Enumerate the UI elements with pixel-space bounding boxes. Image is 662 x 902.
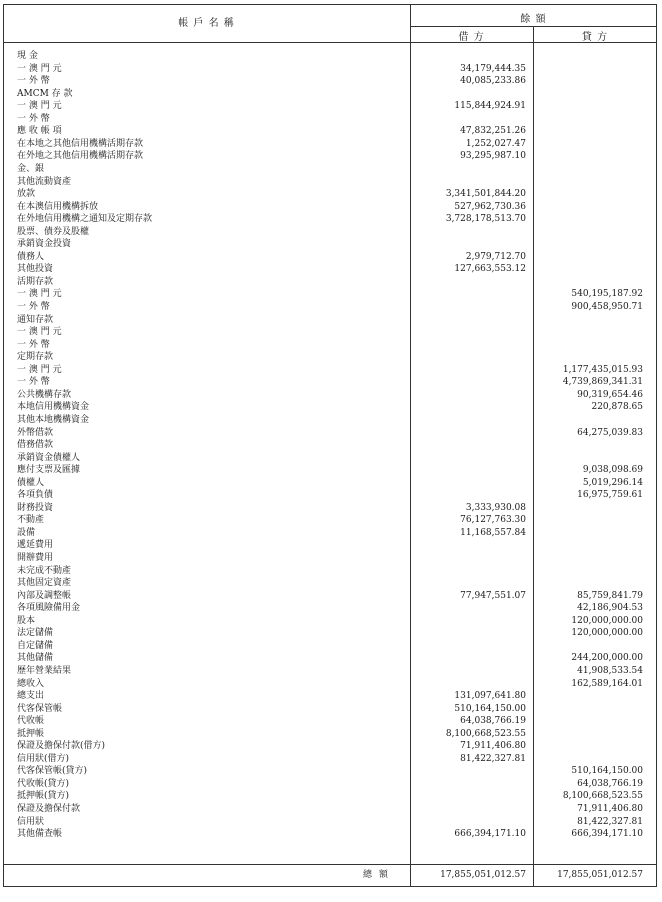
credit-amount: 1,177,435,015.93 [562,364,643,375]
debit-amount: 3,333,930.08 [465,502,526,513]
table-row [3,715,657,728]
account-name: 信用狀 [17,816,45,827]
account-name: 一 外 幣 [17,377,50,388]
table-row [3,753,657,766]
table-row [3,665,657,678]
account-name: 外幣借款 [17,427,54,438]
account-name-header: 帳 戶 名 稱 [178,18,235,29]
table-row [3,765,657,778]
table-row [3,63,657,76]
account-name: 其他固定資產 [17,578,72,589]
credit-amount: 5,019,296.14 [582,477,643,488]
table-row [3,238,657,251]
account-name: 一 澳 門 元 [17,63,62,74]
table-row [3,615,657,628]
account-name: 承銷資金債權人 [17,452,81,463]
total-credit: 17,855,051,012.57 [557,870,643,880]
table-row [3,514,657,527]
account-name: 一 外 幣 [17,302,50,312]
account-name: 股本 [17,615,36,626]
table-row [3,439,657,452]
account-name: 未完成不動產 [17,565,72,576]
account-name: 金、銀 [17,163,45,174]
account-name: 通知存款 [17,314,54,325]
account-name: 借務借款 [17,440,54,451]
credit-amount: 64,038,766.19 [577,778,643,789]
table-row [3,88,657,101]
table-row [3,364,657,377]
debit-amount: 510,164,150.00 [454,703,526,714]
top-border [3,4,657,5]
debit-header: 借 方 [458,32,485,43]
table-row [3,288,657,301]
total-row [3,866,657,884]
table-row [3,113,657,126]
table-row [3,276,657,289]
table-row [3,728,657,741]
credit-amount: 4,739,869,341.31 [562,377,643,388]
table-row [3,389,657,402]
account-name: 開辦費用 [17,553,54,563]
account-name: 其他流動資產 [17,176,72,187]
table-row [3,213,657,226]
debit-amount: 64,038,766.19 [460,716,526,727]
credit-header: 貸 方 [581,32,609,43]
account-name: 信用狀(借方) [17,753,70,764]
debit-amount: 3,728,178,513.70 [445,214,526,225]
table-row [3,138,657,151]
account-name: 各項負債 [17,490,54,501]
account-name: 股票、債券及股權 [17,226,90,237]
account-name: 活期存款 [17,276,54,287]
account-name: 保證及擔保付款(借方) [17,741,106,752]
table-row [3,50,657,63]
debit-amount: 81,422,327.81 [460,753,526,764]
debit-amount: 11,168,557.84 [460,527,526,538]
table-row [3,640,657,653]
credit-amount: 510,164,150.00 [571,766,643,777]
account-name: 本地信用機構資金 [17,402,90,413]
account-name: 代收帳 [17,716,45,727]
table-row [3,690,657,703]
debit-amount: 77,947,551.07 [460,590,526,601]
account-name: 應付支票及匯據 [17,465,81,476]
account-name: 一 澳 門 元 [17,289,62,300]
balance-header: 餘 額 [520,14,547,25]
table-row [3,790,657,803]
credit-amount: 42,186,904.53 [577,603,643,614]
table-row [3,590,657,603]
table-row [3,828,657,841]
account-name: 一 外 幣 [17,113,50,124]
debit-amount: 131,097,641.80 [454,691,526,702]
account-name: 其他投資 [17,264,54,275]
account-name: 一 外 幣 [17,76,50,87]
table-row [3,301,657,314]
debit-amount: 3,341,501,844.20 [445,189,526,200]
account-name: 其他備查帳 [17,829,63,840]
account-name: 承銷資金投資 [17,239,72,250]
debit-amount: 71,911,406.80 [460,741,526,752]
account-name: 其他儲備 [17,653,54,664]
account-name: 法定儲備 [17,628,54,639]
account-name: 代收帳(貸方) [17,778,70,789]
account-name: 設備 [17,527,36,538]
account-name: 放款 [17,189,36,200]
account-name: 抵押帳(貸方) [17,791,70,802]
table-row [3,226,657,239]
table-row [3,100,657,113]
debit-amount: 127,663,553.12 [454,264,526,275]
credit-amount: 71,911,406.80 [577,804,643,814]
table-row [3,314,657,327]
account-name: 歷年營業結果 [17,665,72,676]
credit-amount: 16,975,759.61 [577,490,643,501]
table-row [3,339,657,352]
table-row [3,627,657,640]
total-debit: 17,855,051,012.57 [440,870,526,880]
account-name: 在本澳信用機構拆放 [17,201,99,212]
debit-amount: 666,394,171.10 [454,829,526,840]
debit-amount: 76,127,763.30 [460,515,526,526]
table-row [3,577,657,590]
account-name: 在外地信用機構之通知及定期存款 [17,214,153,225]
account-name: 不動產 [17,515,45,526]
table-row [3,326,657,339]
table-row [3,452,657,465]
bottom-border [3,886,657,887]
table-row [3,464,657,477]
credit-amount: 90,319,654.46 [577,389,643,400]
account-name: 財務投資 [17,502,54,513]
account-name: 公共機構存款 [17,389,72,400]
table-row [3,489,657,502]
account-name: 一 澳 門 元 [17,101,62,112]
credit-amount: 244,200,000.00 [571,653,643,664]
debit-amount: 527,962,730.36 [454,201,526,212]
account-name: 保證及擔保付款 [17,804,81,814]
account-name: 定期存款 [17,352,54,363]
table-row [3,552,657,565]
table-row [3,602,657,615]
credit-amount: 81,422,327.81 [577,816,643,827]
table-row [3,401,657,414]
account-name: 債務人 [17,251,45,262]
account-name: 抵押帳 [17,728,45,739]
debit-amount: 93,295,987.10 [460,151,526,162]
table-row [3,477,657,490]
account-name: 代客保管帳(貸方) [17,766,88,777]
table-row [3,678,657,691]
account-name: 自定儲備 [17,640,54,651]
table-row [3,75,657,88]
debit-amount: 47,832,251.26 [460,126,526,137]
debit-amount: 115,844,924.91 [454,101,526,112]
credit-amount: 64,275,039.83 [577,427,643,438]
account-name: 債權人 [17,477,45,488]
credit-amount: 120,000,000.00 [571,615,643,626]
debit-amount: 34,179,444.35 [460,63,526,74]
credit-amount: 120,000,000.00 [571,628,643,639]
table-row [3,251,657,264]
table-row [3,703,657,716]
account-name: 一 澳 門 元 [17,327,62,338]
account-name: AMCM 存 款 [17,88,73,99]
table-row [3,816,657,829]
balance-sheet-table [3,4,657,894]
account-name: 代客保管帳 [17,703,63,714]
debit-amount: 40,085,233.86 [460,76,526,87]
debit-amount: 8,100,668,523.55 [445,728,526,739]
table-row [3,376,657,389]
credit-amount: 41,908,533.54 [577,665,643,676]
debit-amount: 1,252,027.47 [465,138,526,149]
table-row [3,527,657,540]
credit-amount: 540,195,187.92 [571,289,643,300]
table-row [3,740,657,753]
account-name: 現 金 [17,51,38,61]
table-row [3,565,657,578]
account-name: 遞延費用 [17,540,54,551]
table-row [3,201,657,214]
table-row [3,539,657,552]
table-row [3,652,657,665]
table-row [3,125,657,138]
table-row [3,414,657,427]
table-row [3,803,657,816]
total-top-border [3,864,657,865]
table-row [3,163,657,176]
table-row [3,427,657,440]
table-row [3,778,657,791]
account-name: 內部及調整帳 [17,590,72,601]
credit-amount: 9,038,098.69 [582,465,643,476]
account-name: 各項風險備用金 [17,603,81,614]
credit-amount: 8,100,668,523.55 [562,791,643,802]
table-row [3,263,657,276]
credit-amount: 666,394,171.10 [571,829,643,840]
table-row [3,502,657,515]
account-name: 在本地之其他信用機構活期存款 [17,138,144,149]
account-name: 一 澳 門 元 [17,364,62,375]
account-name: 總支出 [17,691,45,702]
credit-amount: 162,589,164.01 [571,678,643,689]
account-name: 一 外 幣 [17,339,50,350]
table-row [3,150,657,163]
account-name: 總收入 [17,678,45,689]
account-name: 在外地之其他信用機構活期存款 [17,151,144,162]
table-row [3,176,657,189]
table-row [3,188,657,201]
table-row [3,351,657,364]
account-name: 其他本地機構資金 [17,414,90,425]
credit-amount: 85,759,841.79 [577,590,643,601]
total-label: 總 額 [363,870,390,880]
credit-amount: 900,458,950.71 [571,302,643,312]
credit-amount: 220,878.65 [591,402,643,413]
account-name: 應 收 帳 項 [17,126,62,137]
debit-amount: 2,979,712.70 [465,251,526,262]
